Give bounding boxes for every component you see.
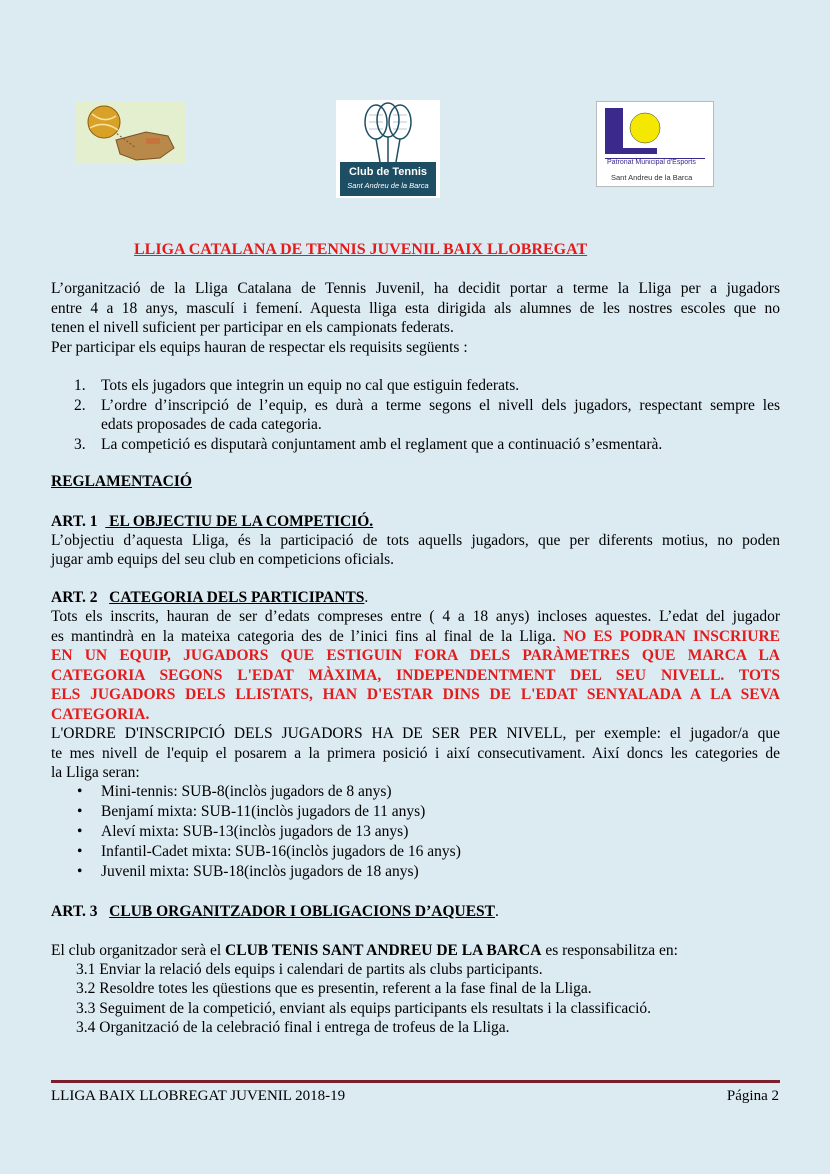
art2-red-line-2: CATEGORIA SEGONS L'EDAT MÀXIMA, INDEPENDENTMENT DEL SEU NIVELL. TOTS bbox=[51, 667, 780, 684]
patronat-line1: Patronat Municipal d'Esports bbox=[607, 159, 696, 166]
art3-title: CLUB ORGANITZADOR I OBLIGACIONS D’AQUEST bbox=[109, 903, 495, 920]
art2-order-line-1: L'ORDRE D'INSCRIPCIÓ DELS JUGADORS HA DE SER PER NIVELL, per exemple: el jugador/a que bbox=[51, 725, 780, 742]
document-title: LLIGA CATALANA DE TENNIS JUVENIL BAIX LLOBREGAT bbox=[134, 241, 588, 258]
art2-line-2: es mantindrà en la mateixa categoria des de l’inici fins al final de la Lliga. NO ES PODRAN INSCRIURE bbox=[51, 628, 780, 645]
footer-divider bbox=[51, 1080, 780, 1083]
patronat-esports-logo bbox=[596, 101, 714, 187]
bullet-icon: • bbox=[77, 823, 83, 840]
document-page: Club de Tennis Sant Andreu de la Barca Patronat Municipal d'Esports Sant Andreu de la Barca LLIGA CATALANA DE TENNIS JUVENIL BAIX LLOBREGAT L’organització de la Lliga Catalana de Tennis Juvenil, ha decidit portar a terme la Lliga per a jugadors entre 4 a 18 anys, masculí i femení. Aquesta lliga esta dirigida als alumnes de les nostres escoles que no tenen el nivell suficient per participar en els campionats federats. Per participar els equips hauran de respectar els requisits següents : 1. Tots els jugadors que integrin un equip no cal que estiguin federats. 2. L’ordre d’inscripció de l’equip, es durà a terme segons el nivell dels jugadors, respectant sempre les edats proposades de cada categoria. 3. La competició es disputarà conjuntament amb el reglament que a continuació s’esmentarà. REGLAMENTACIÓ ART. 1 EL OBJECTIU DE LA COMPETICIÓ. L’objectiu d’aquesta Lliga, és la participació de tots aquells jugadors, que per diferents motius, no poden jugar amb equips del seu club en competicions oficials. ART. 2 CATEGORIA DELS PARTICIPANTS. Tots els inscrits, hauran de ser d’edats compreses entre ( 4 a 18 anys) incloses aquestes. L’edat del jugador es mantindrà en la mateixa categoria des de l’inici fins al final de la Lliga. NO ES PODRAN INSCRIURE EN UN EQUIP, JUGADORS QUE ESTIGUIN FORA DELS PARÀMETRES QUE MARCA LA CATEGORIA SEGONS L'EDAT MÀXIMA, INDEPENDENTMENT DEL SEU NIVELL. TOTS ELS JUGADORS DELS LLISTATS, HAN D'ESTAR DINS DE L'EDAT SENYALADA A LA SEVA CATEGORIA. L'ORDRE D'INSCRIPCIÓ DELS JUGADORS HA DE SER PER NIVELL, per exemple: el jugador/a que te mes nivell de l'equip el posarem a la primera posició i així consecutivament. Així doncs les categories de la Lliga seran: • Mini-tennis: SUB-8(inclòs jugadors de 8 anys) • Benjamí mixta: SUB-11(inclòs jugadors de 11 anys) • Aleví mixta: SUB-13(inclòs jugadors de 13 anys) • Infantil-Cadet mixta: SUB-16(inclòs jugadors de 16 anys) • Juvenil mixta: SUB-18(inclòs jugadors de 18 anys) ART. 3 CLUB ORGANITZADOR I OBLIGACIONS D’AQUEST. El club organitzador serà el CLUB TENIS SANT ANDREU DE LA BARCA es responsabilitza en: 3.1 Enviar la relació dels equips i calendari de partits als clubs participants. 3.2 Resoldre totes les qüestions que es presentin, referent a la fase final de la Lliga. 3.3 Seguiment de la competició, enviant als equips participants els resultats i la classificació. 3.4 Organització de la celebració final i entrega de trofeus de la Lliga. LLIGA BAIX LLOBREGAT JUVENIL 2018-19 Página 2 bbox=[0, 0, 830, 1174]
bullet-icon: • bbox=[77, 863, 83, 880]
art2-red-line-4: CATEGORIA. bbox=[51, 706, 150, 723]
art2-label: ART. 2 bbox=[51, 589, 98, 606]
art2-order-line-2: te mes nivell de l'equip el posarem a la primera posició i així consecutivament. Així doncs les categories de bbox=[51, 745, 780, 762]
club-name-line2: Sant Andreu de la Barca bbox=[347, 181, 429, 190]
intro-line-4: Per participar els equips hauran de respectar els requisits següents : bbox=[51, 339, 468, 356]
art1-label: ART. 1 bbox=[51, 513, 98, 530]
art2-heading: ART. 2 CATEGORIA DELS PARTICIPANTS. bbox=[51, 589, 369, 606]
art3-item-3: 3.3 Seguiment de la competició, enviant als equips participants els resultats i la classificació. bbox=[76, 1000, 652, 1017]
intro-line-3: tenen el nivell suficient per participar en els campionats federats. bbox=[51, 319, 454, 336]
art3-item-1: 3.1 Enviar la relació dels equips i calendari de partits als clubs participants. bbox=[76, 961, 543, 978]
intro-line-1: L’organització de la Lliga Catalana de Tennis Juvenil, ha decidit portar a terme la Lliga per a jugadors bbox=[51, 280, 780, 297]
art1-heading bbox=[51, 512, 373, 532]
art1-line-2: jugar amb equips del seu club en competicions oficials. bbox=[51, 551, 395, 568]
patronat-line2: Sant Andreu de la Barca bbox=[611, 173, 693, 182]
bullet-icon: • bbox=[77, 843, 83, 860]
intro-line-2: entre 4 a 18 anys, masculí i femení. Aquesta lliga esta dirigida als alumnes de les nostres escoles que no bbox=[51, 300, 780, 317]
bullet-icon: • bbox=[77, 803, 83, 820]
art3-intro: El club organitzador serà el CLUB TENIS SANT ANDREU DE LA BARCA es responsabilitza en: bbox=[51, 942, 678, 959]
art2-red-line-1: EN UN EQUIP, JUGADORS QUE ESTIGUIN FORA DELS PARÀMETRES QUE MARCA LA bbox=[51, 647, 780, 664]
art2-line-1: Tots els inscrits, hauran de ser d’edats compreses entre ( 4 a 18 anys) incloses aquestes. L’edat del jugador bbox=[51, 608, 780, 625]
club-name-line1: Club de Tennis bbox=[348, 166, 428, 178]
footer-title: LLIGA BAIX LLOBREGAT JUVENIL 2018-19 bbox=[51, 1088, 346, 1104]
art3-heading: ART. 3 CLUB ORGANITZADOR I OBLIGACIONS D’AQUEST. bbox=[51, 903, 499, 920]
art2-order-line-3: la Lliga seran: bbox=[51, 764, 140, 781]
art2-title: CATEGORIA DELS PARTICIPANTS bbox=[109, 589, 365, 606]
art3-item-4: 3.4 Organització de la celebració final i entrega de trofeus de la Lliga. bbox=[76, 1019, 510, 1036]
reglamentacio-heading: REGLAMENTACIÓ bbox=[51, 473, 192, 490]
art1-line-1: L’objectiu d’aquesta Lliga, és la participació de tots aquells jugadors, que per diferents motius, no poden bbox=[51, 532, 780, 549]
page-number: Página 2 bbox=[726, 1088, 779, 1104]
art3-label: ART. 3 bbox=[51, 903, 98, 920]
art1-title: EL OBJECTIU DE LA COMPETICIÓ. bbox=[105, 513, 374, 530]
tennis-ball-map-logo bbox=[76, 102, 186, 164]
art2-red-line-3: ELS JUGADORS DELS LLISTATS, HAN D'ESTAR DINS DE L'EDAT SENYALADA A LA SEVA bbox=[51, 686, 780, 703]
bullet-icon: • bbox=[77, 783, 83, 800]
art3-item-2: 3.2 Resoldre totes les qüestions que es presentin, referent a la fase final de la Lliga. bbox=[76, 980, 592, 997]
club-tennis-logo bbox=[336, 100, 440, 198]
